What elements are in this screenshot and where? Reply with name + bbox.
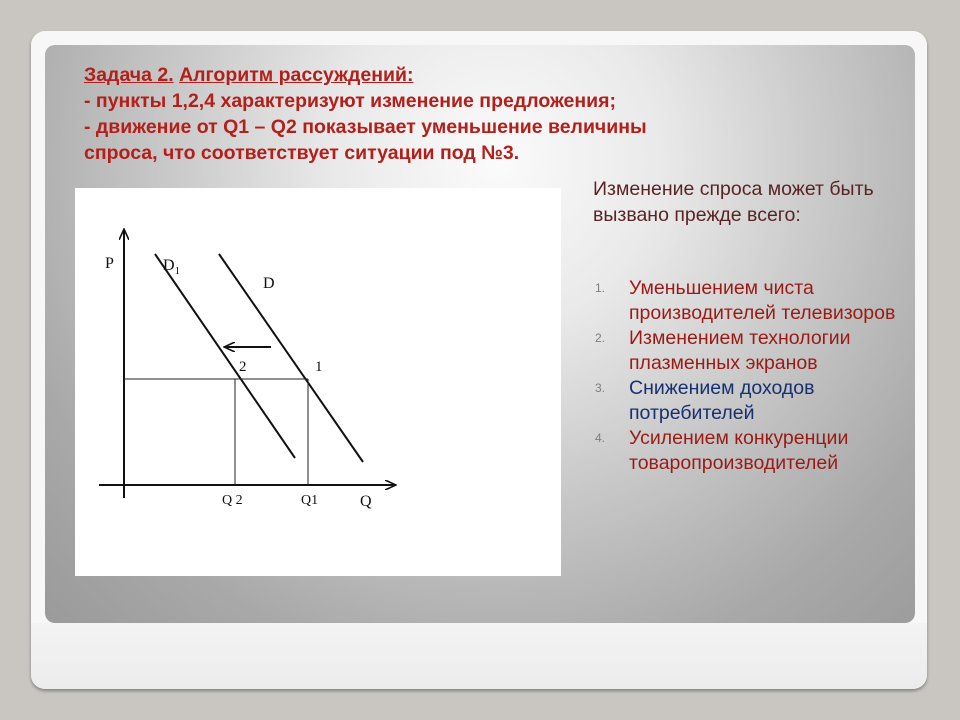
list-item-text: Уменьшением чиста производителей телевизоров [629, 277, 896, 324]
list-item-number: 1. [595, 281, 606, 295]
point-2-label: 2 [239, 359, 247, 375]
list-item [595, 276, 915, 326]
q1-label: Q1 [301, 493, 319, 508]
q-axis-label: Q [360, 493, 372, 510]
demand-curve-d [219, 254, 363, 462]
list-item [595, 326, 915, 376]
slide-bottom-strip [31, 623, 927, 689]
list-item-text: Усилением конкуренции товаропроизводителей [629, 427, 849, 474]
list-item-text: Изменением технологии плазменных экранов [629, 327, 851, 374]
d-label: D [263, 275, 275, 292]
heading-line-4: спроса, что соответствует ситуации под №3. [84, 142, 520, 164]
list-item [595, 426, 915, 476]
heading-line-2: - пункты 1,2,4 характеризуют изменение предложения; [84, 90, 617, 112]
reasons-list [595, 276, 915, 476]
list-item [595, 376, 915, 426]
point-1-label: 1 [315, 359, 323, 375]
list-item-number: 2. [595, 331, 606, 345]
heading-line-3: - движение от Q1 – Q2 показывает уменьшение величины [84, 116, 647, 138]
diagram-svg [75, 188, 561, 576]
task-heading [84, 62, 804, 166]
d1-label: $D_1$ [163, 257, 181, 277]
list-item-number: 3. [595, 381, 606, 395]
p-axis-label: P [105, 255, 114, 272]
supply-demand-diagram [75, 188, 561, 576]
list-item-number: 4. [595, 431, 606, 445]
q2-label: Q 2 [222, 493, 243, 508]
task-title: Задача 2. [84, 64, 174, 86]
task-subtitle: Алгоритм рассуждений: [179, 64, 414, 86]
side-intro-text: Изменение спроса может быть вызвано прежде всего: [593, 178, 874, 226]
list-item-text: Снижением доходов потребителей [629, 377, 815, 424]
